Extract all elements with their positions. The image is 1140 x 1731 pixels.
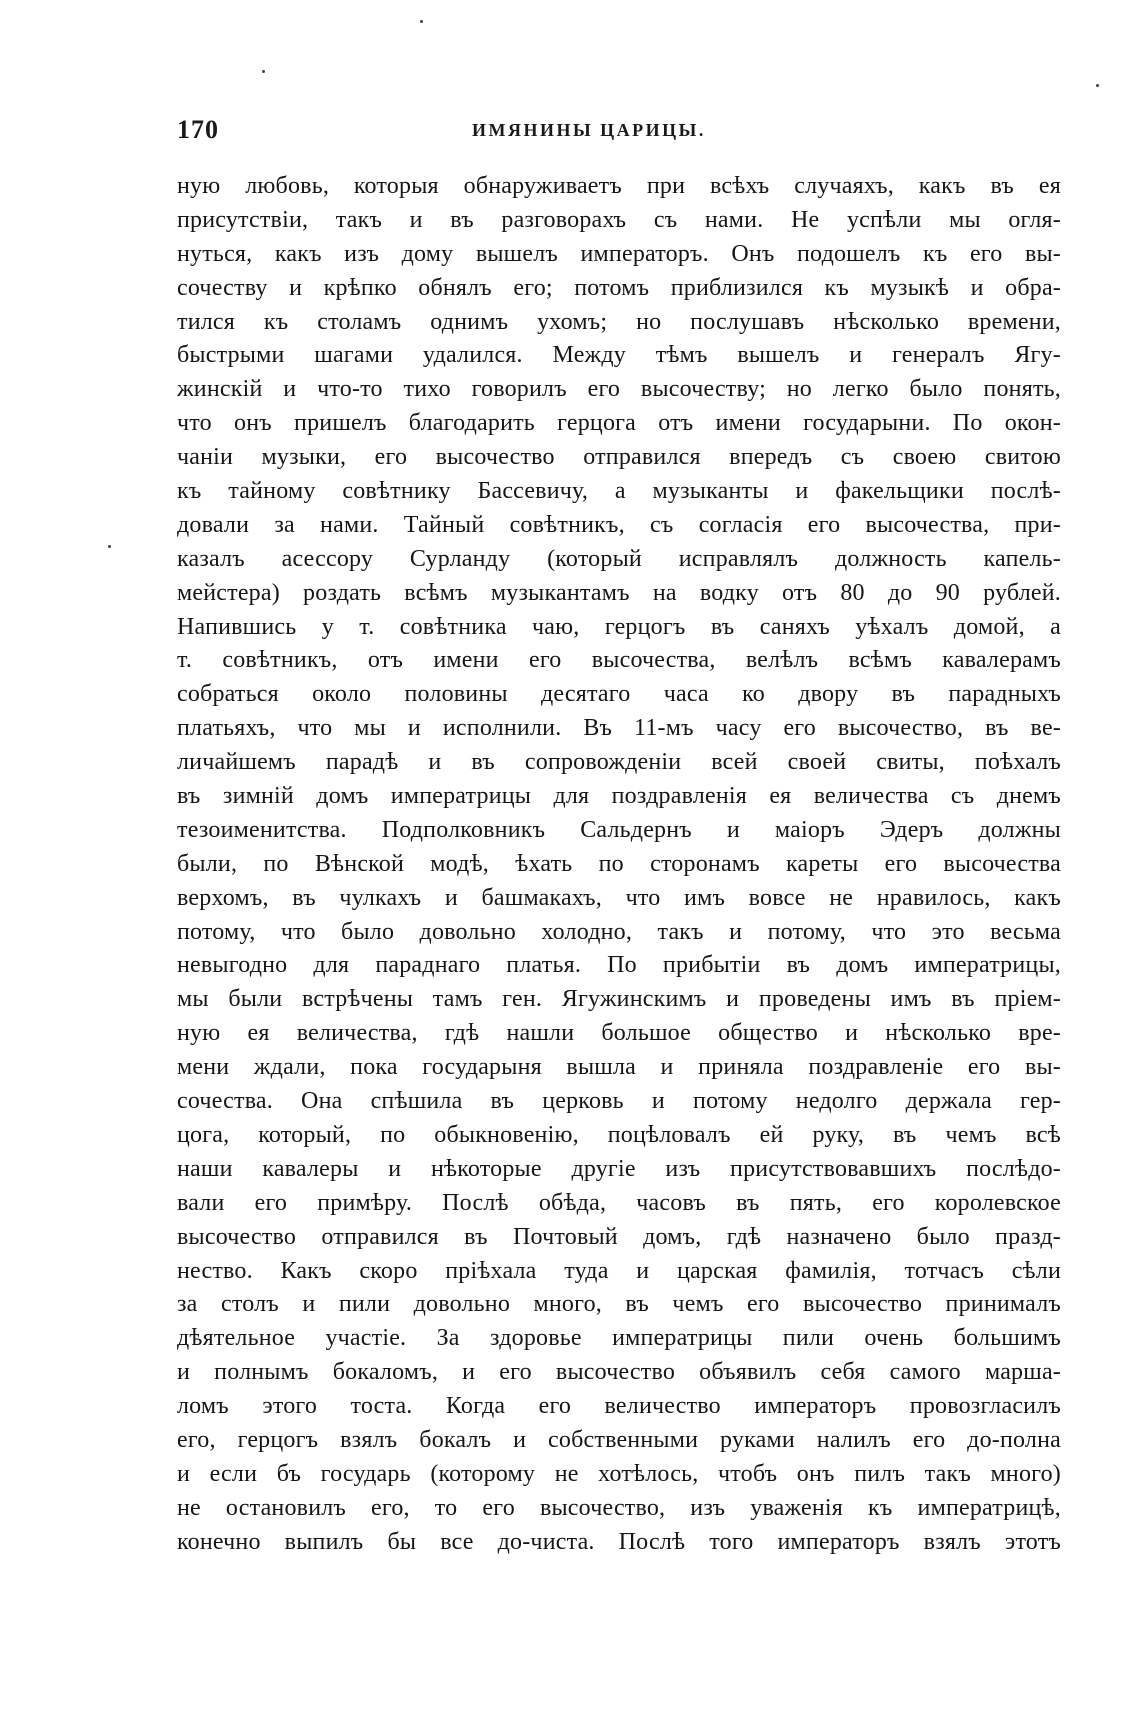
text-line: собраться около половины десятаго часа ко двору въ парадныхъ <box>177 681 1061 708</box>
text-line: цога, который, по обыкновенію, поцѣловалъ ей руку, въ чемъ всѣ <box>177 1121 1061 1148</box>
text-line: мы были встрѣчены тамъ ген. Ягужинскимъ и проведены имъ въ пріем- <box>177 986 1061 1013</box>
text-line: и полнымъ бокаломъ, и его высочество объявилъ себя самого марша- <box>177 1359 1061 1386</box>
text-line: и если бъ государь (которому не хотѣлось, чтобъ онъ пилъ такъ много) <box>177 1460 1061 1487</box>
running-title: ИМЯНИНЫ ЦАРИЦЫ. <box>472 120 706 140</box>
text-line: тился къ столамъ однимъ ухомъ; но послушавъ нѣсколько времени, <box>177 308 1061 335</box>
text-line: вали его примѣру. Послѣ обѣда, часовъ въ пять, его королевское <box>177 1189 1061 1216</box>
scan-speck <box>1096 84 1099 87</box>
text-line: довали за нами. Тайный совѣтникъ, съ согласія его высочества, при- <box>177 511 1061 538</box>
text-line: нуться, какъ изъ дому вышелъ императоръ. Онъ подошелъ къ его вы- <box>177 240 1061 267</box>
text-line: сочества. Она спѣшила въ церковь и потому недолго держала гер- <box>177 1088 1061 1115</box>
text-line: верхомъ, въ чулкахъ и башмакахъ, что имъ вовсе не нравилось, какъ <box>177 884 1061 911</box>
text-line: къ тайному совѣтнику Бассевичу, а музыканты и факельщики послѣ- <box>177 478 1061 505</box>
text-line: быстрыми шагами удалился. Между тѣмъ вышелъ и генералъ Ягу- <box>177 342 1061 369</box>
text-line: конечно выпилъ бы все до-чиста. Послѣ того императоръ взялъ этотъ <box>177 1528 1061 1555</box>
text-line: тезоименитства. Подполковникъ Сальдернъ и маіоръ Эдеръ должны <box>177 816 1061 843</box>
text-line: ную любовь, которыя обнаруживаетъ при всѣхъ случаяхъ, какъ въ ея <box>177 173 1061 199</box>
text-line: ломъ этого тоста. Когда его величество императоръ провозгласилъ <box>177 1393 1061 1420</box>
text-line: что онъ пришелъ благодарить герцога отъ имени государыни. По окон- <box>177 410 1061 437</box>
text-line: его, герцогъ взялъ бокалъ и собственными руками налилъ его до-полна <box>177 1426 1061 1453</box>
text-line: дѣятельное участіе. За здоровье императрицы пили очень большимъ <box>177 1325 1061 1352</box>
text-line: чаніи музыки, его высочество отправился впередъ съ своею свитою <box>177 444 1061 471</box>
text-line: мени ждали, пока государыня вышла и приняла поздравленіе его вы- <box>177 1054 1061 1081</box>
text-line: сочеству и крѣпко обнялъ его; потомъ приблизился къ музыкѣ и обра- <box>177 274 1061 301</box>
text-line: потому, что было довольно холодно, такъ и потому, что это весьма <box>177 918 1061 945</box>
text-line: казалъ асессору Сурланду (который исправлялъ должность капель- <box>177 545 1061 572</box>
text-line: въ зимній домъ императрицы для поздравленія ея величества съ днемъ <box>177 783 1061 810</box>
body-text <box>177 170 1061 1560</box>
page-number: 170 <box>177 115 219 144</box>
text-line: мейстера) роздать всѣмъ музыкантамъ на водку отъ 80 до 90 рублей. <box>177 579 1061 606</box>
text-line: жинскій и что-то тихо говорилъ его высочеству; но легко было понять, <box>177 376 1061 403</box>
text-line: платьяхъ, что мы и исполнили. Въ 11-мъ часу его высочество, въ ве- <box>177 715 1061 742</box>
text-line: Напившись у т. совѣтника чаю, герцогъ въ саняхъ уѣхалъ домой, а <box>177 613 1061 640</box>
text-line: ную ея величества, гдѣ нашли большое общество и нѣсколько вре- <box>177 1020 1061 1047</box>
text-line: нество. Какъ скоро пріѣхала туда и царская фамилія, тотчасъ сѣли <box>177 1257 1061 1284</box>
text-line: т. совѣтникъ, отъ имени его высочества, велѣлъ всѣмъ кавалерамъ <box>177 647 1061 674</box>
text-line: невыгодно для параднаго платья. По прибытіи въ домъ императрицы, <box>177 952 1061 979</box>
text-line: за столъ и пили довольно много, въ чемъ его высочество принималъ <box>177 1291 1061 1318</box>
scan-speck <box>420 20 423 23</box>
text-line: высочество отправился въ Почтовый домъ, гдѣ назначено было празд- <box>177 1223 1061 1250</box>
text-line: наши кавалеры и нѣкоторые другіе изъ присутствовавшихъ послѣдо- <box>177 1155 1061 1182</box>
text-line: были, по Вѣнской модѣ, ѣхать по сторонамъ кареты его высочества <box>177 850 1061 877</box>
text-line: не остановилъ его, то его высочество, изъ уваженія къ императрицѣ, <box>177 1494 1061 1521</box>
text-line: личайшемъ парадѣ и въ сопровожденіи всей своей свиты, поѣхалъ <box>177 749 1061 776</box>
scan-speck <box>262 70 265 73</box>
scan-speck <box>108 545 111 548</box>
page-header <box>177 115 1061 151</box>
text-line: присутствіи, такъ и въ разговорахъ съ нами. Не успѣли мы огля- <box>177 206 1061 233</box>
